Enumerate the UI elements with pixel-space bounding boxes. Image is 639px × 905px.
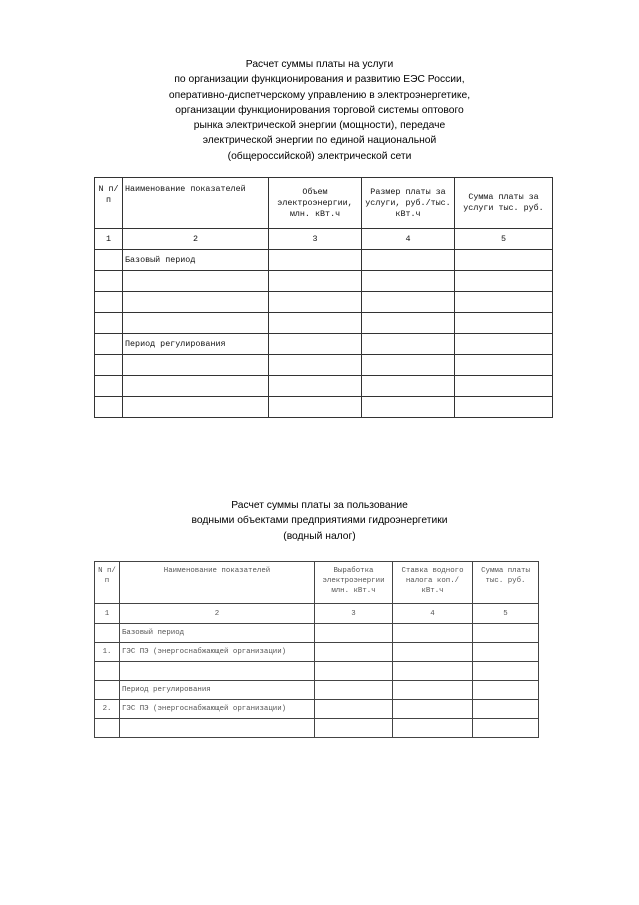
value-cell xyxy=(473,719,539,738)
table-row xyxy=(95,292,553,313)
row-name xyxy=(120,719,315,738)
value-cell xyxy=(473,643,539,662)
value-cell xyxy=(473,681,539,700)
row-number xyxy=(95,719,120,738)
row-name: ГЭС ПЭ (энергоснабжающей организации) xyxy=(120,700,315,719)
row-number xyxy=(95,250,123,271)
table-row xyxy=(95,334,553,355)
row-name: Период регулирования xyxy=(120,681,315,700)
value-cell xyxy=(315,681,393,700)
value-cell xyxy=(362,292,455,313)
row-name xyxy=(123,292,269,313)
title-line: водными объектами предприятиями гидроэнергетики xyxy=(191,515,448,527)
header-cell-sum: Сумма платы за услуги тыс. руб. xyxy=(455,178,553,229)
column-number: 4 xyxy=(362,229,455,250)
value-cell xyxy=(393,719,473,738)
row-number xyxy=(95,376,123,397)
table-header-row xyxy=(95,562,539,604)
value-cell xyxy=(315,662,393,681)
header-cell-output: Выработка электроэнергии млн. кВт.ч xyxy=(315,562,393,604)
row-name xyxy=(123,376,269,397)
value-cell xyxy=(362,355,455,376)
table-row xyxy=(95,700,539,719)
table-row xyxy=(95,397,553,418)
value-cell xyxy=(269,292,362,313)
row-name xyxy=(123,355,269,376)
row-name: Базовый период xyxy=(120,624,315,643)
value-cell xyxy=(269,313,362,334)
column-number-row xyxy=(95,604,539,624)
value-cell xyxy=(393,700,473,719)
value-cell xyxy=(362,376,455,397)
row-number xyxy=(95,313,123,334)
column-number: 5 xyxy=(473,604,539,624)
value-cell xyxy=(455,271,553,292)
table-row xyxy=(95,662,539,681)
row-name: Базовый период xyxy=(123,250,269,271)
row-name xyxy=(123,397,269,418)
value-cell xyxy=(315,643,393,662)
service-fee-table xyxy=(94,177,553,418)
row-number xyxy=(95,681,120,700)
title-line: (водный налог) xyxy=(283,530,356,542)
title-line: (общероссийской) электрической сети xyxy=(227,150,412,162)
value-cell xyxy=(269,397,362,418)
value-cell xyxy=(455,292,553,313)
title-line: рынка электрической энергии (мощности), передаче xyxy=(193,120,446,132)
value-cell xyxy=(315,700,393,719)
table-row xyxy=(95,681,539,700)
value-cell xyxy=(315,719,393,738)
value-cell xyxy=(393,643,473,662)
value-cell xyxy=(455,355,553,376)
value-cell xyxy=(362,397,455,418)
table-row xyxy=(95,643,539,662)
row-name xyxy=(123,313,269,334)
title-line: Расчет суммы платы за пользование xyxy=(231,500,408,511)
value-cell xyxy=(455,397,553,418)
value-cell xyxy=(315,624,393,643)
water-tax-table xyxy=(94,561,539,738)
table-header-row xyxy=(95,178,553,229)
header-cell-rate: Размер платы за услуги, руб./тыс. кВт.ч xyxy=(362,178,455,229)
table-row xyxy=(95,250,553,271)
table-row xyxy=(95,355,553,376)
row-number xyxy=(95,292,123,313)
column-number: 4 xyxy=(393,604,473,624)
header-cell-volume: Объем электроэнергии, млн. кВт.ч xyxy=(269,178,362,229)
value-cell xyxy=(362,313,455,334)
title-line: по организации функционирования и развитию ЕЭС России, xyxy=(174,74,465,86)
row-number xyxy=(95,355,123,376)
header-cell-name: Наименование показателей xyxy=(123,178,269,229)
row-number xyxy=(95,334,123,355)
row-number xyxy=(95,624,120,643)
value-cell xyxy=(269,376,362,397)
table-row xyxy=(95,624,539,643)
value-cell xyxy=(269,271,362,292)
row-name: Период регулирования xyxy=(123,334,269,355)
row-number: 2. xyxy=(95,700,120,719)
header-cell-name: Наименование показателей xyxy=(120,562,315,604)
column-number: 3 xyxy=(269,229,362,250)
row-number xyxy=(95,397,123,418)
value-cell xyxy=(455,376,553,397)
column-number: 2 xyxy=(123,229,269,250)
column-number: 2 xyxy=(120,604,315,624)
row-name: ГЭС ПЭ (энергоснабжающей организации) xyxy=(120,643,315,662)
header-cell-number: N п/п xyxy=(95,178,123,229)
row-number xyxy=(95,271,123,292)
value-cell xyxy=(269,334,362,355)
header-cell-sum: Сумма платы тыс. руб. xyxy=(473,562,539,604)
value-cell xyxy=(362,271,455,292)
value-cell xyxy=(393,624,473,643)
row-number xyxy=(95,662,120,681)
column-number: 1 xyxy=(95,604,120,624)
row-number: 1. xyxy=(95,643,120,662)
header-cell-number: N п/п xyxy=(95,562,120,604)
value-cell xyxy=(473,624,539,643)
value-cell xyxy=(455,334,553,355)
value-cell xyxy=(455,250,553,271)
title-line: электрической энергии по единой национальной xyxy=(202,135,437,147)
value-cell xyxy=(269,250,362,271)
value-cell xyxy=(362,334,455,355)
table-row xyxy=(95,719,539,738)
value-cell xyxy=(393,662,473,681)
column-number: 1 xyxy=(95,229,123,250)
table-row xyxy=(95,376,553,397)
value-cell xyxy=(473,700,539,719)
row-name xyxy=(120,662,315,681)
title-line: организации функционирования торговой системы оптового xyxy=(175,104,464,116)
column-number-row xyxy=(95,229,553,250)
value-cell xyxy=(473,662,539,681)
title-section2 xyxy=(0,498,639,544)
value-cell xyxy=(393,681,473,700)
column-number: 5 xyxy=(455,229,553,250)
title-section1 xyxy=(0,57,639,164)
table-row xyxy=(95,271,553,292)
value-cell xyxy=(362,250,455,271)
table-row xyxy=(95,313,553,334)
title-line: Расчет суммы платы на услуги xyxy=(245,59,394,70)
header-cell-tax-rate: Ставка водного налога коп./ кВт.ч xyxy=(393,562,473,604)
value-cell xyxy=(269,355,362,376)
title-line: оперативно-диспетчерскому управлению в электроэнергетике, xyxy=(168,89,471,101)
column-number: 3 xyxy=(315,604,393,624)
value-cell xyxy=(455,313,553,334)
row-name xyxy=(123,271,269,292)
